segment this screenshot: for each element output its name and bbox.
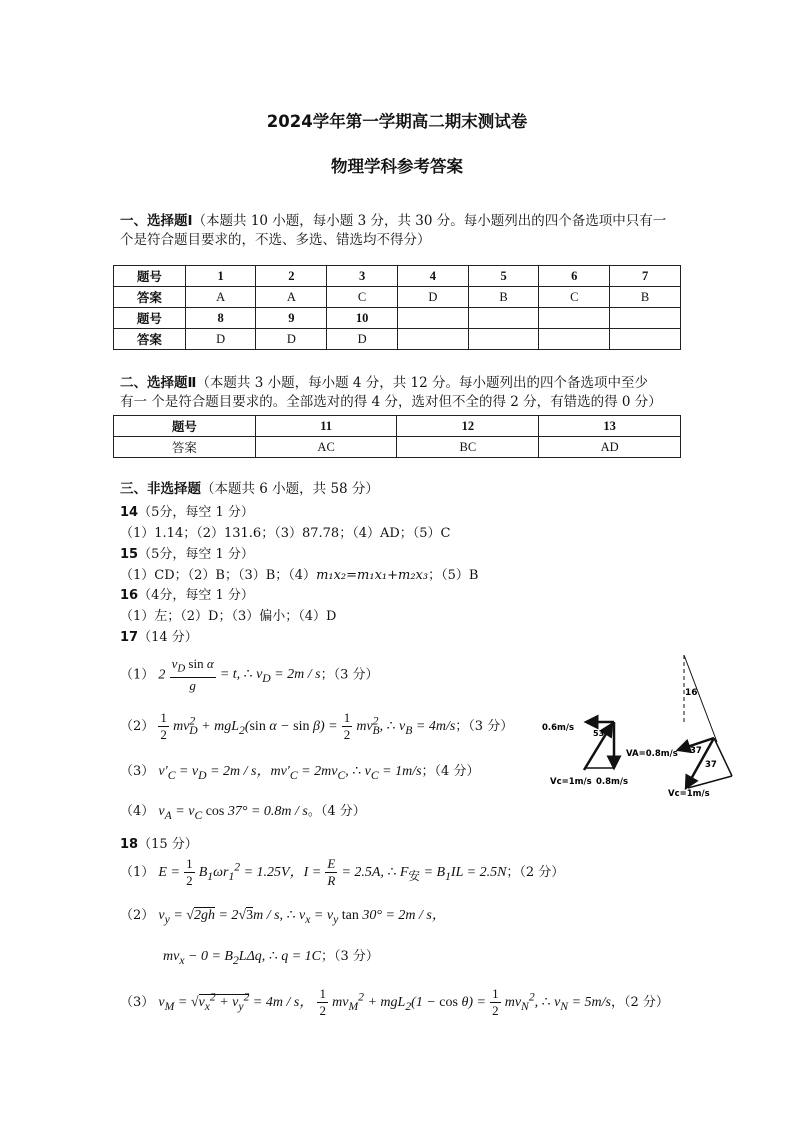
- table-cell: 题号: [114, 416, 256, 437]
- q18-p3-label: （3）: [120, 995, 155, 1010]
- label-bottom-right: 0.8m/s: [596, 777, 629, 787]
- q15-answer: [120, 564, 478, 583]
- table-cell: A: [256, 287, 327, 308]
- label-angle53: 53: [593, 729, 605, 738]
- q18-p1-score: ；（2 分）: [506, 865, 565, 880]
- q15-formula: m₁x₂=m₁x₁+m₂x₃: [316, 568, 429, 583]
- table-cell: [539, 308, 610, 329]
- table-row: [114, 329, 681, 350]
- table-cell: 11: [255, 416, 397, 437]
- table-cell: 3: [327, 266, 398, 287]
- page-title: 2024学年第一学期高二期末测试卷: [266, 112, 528, 131]
- q17-score: （14 分）: [138, 630, 198, 645]
- q17-part2: （2） $\frac{1}{2}$ $mv^2_D + mgL_2(\sin$ α − sin β) = $\frac{1}{2}$ $mv^2_B$, ∴ $v_B = 4m/s$；（3 分）: [120, 710, 514, 742]
- q16-number: 16: [120, 588, 139, 603]
- section1-desc-2: 个是符合题目要求的，不选、多选、错选均不得分）: [120, 232, 431, 248]
- section1-heading: 一、选择题Ⅰ: [120, 213, 193, 229]
- q17-header: [120, 626, 198, 645]
- label-vc: Vc=1m/s: [550, 777, 592, 787]
- q17-p3-score: ；（4 分）: [421, 764, 480, 779]
- section3-desc: （本题共 6 小题，共 58 分）: [201, 481, 379, 497]
- table-cell: AD: [539, 437, 681, 458]
- section3-heading: 三、非选择题: [120, 481, 201, 497]
- velocity-triangle-large: [622, 650, 762, 800]
- table-cell: 12: [397, 416, 539, 437]
- section2-heading: 二、选择题Ⅱ: [120, 375, 197, 391]
- table-row: [114, 287, 681, 308]
- q18-number: 18: [120, 837, 139, 852]
- table-cell: B: [468, 287, 539, 308]
- table-cell: D: [256, 329, 327, 350]
- section2-header: [120, 374, 690, 412]
- section1-desc: （本题共 10 小题，每小题 3 分，共 30 分。每小题列出的四个备选项中只有一: [192, 213, 667, 229]
- label-top: 0.6m/s: [542, 723, 575, 733]
- q15-header: [120, 543, 254, 562]
- table-row: [114, 437, 681, 458]
- table-cell: 答案: [114, 287, 186, 308]
- section1-table: [113, 265, 681, 350]
- table-cell: AC: [255, 437, 397, 458]
- label-angle37a: 37: [690, 746, 702, 756]
- vector-base: [688, 776, 732, 788]
- q18-header: [120, 833, 198, 852]
- page-subtitle: 物理学科参考答案: [331, 157, 463, 176]
- q17-p3-label: （3）: [120, 764, 155, 779]
- table-cell: D: [185, 329, 256, 350]
- q15-number: 15: [120, 547, 139, 562]
- q17-p2-score: ；（3 分）: [455, 719, 514, 734]
- q18-p2-score: ；（3 分）: [321, 949, 379, 964]
- q17-part1: （1） 2 $\frac{v_D \sin \alpha}{g}$ = t, ∴ $v_D = 2m / s$；（3 分）: [120, 656, 379, 693]
- table-cell: [610, 308, 681, 329]
- q15-answer-a: （1）CD；（2）B；（3）B；（4）: [120, 568, 317, 583]
- table-cell: C: [539, 287, 610, 308]
- table-row: [114, 266, 681, 287]
- table-cell: [468, 329, 539, 350]
- table-cell: [468, 308, 539, 329]
- table-cell: BC: [397, 437, 539, 458]
- q14-header: [120, 501, 254, 520]
- q14-score: （5分，每空 1 分）: [138, 505, 254, 520]
- table-cell: [539, 329, 610, 350]
- label-angle37b: 37: [705, 760, 717, 770]
- table-cell: 8: [185, 308, 256, 329]
- section3-header: [120, 480, 379, 499]
- table-cell: 题号: [114, 308, 186, 329]
- table-cell: 答案: [114, 329, 186, 350]
- table-cell: 5: [468, 266, 539, 287]
- table-cell: 答案: [114, 437, 256, 458]
- q17-part4: （4） $v_A = v_C$ cos 37° = 0.8m / s。（4 分）: [120, 804, 366, 822]
- q18-p1-label: （1）: [120, 865, 155, 880]
- label-vc: Vc=1m/s: [668, 789, 710, 799]
- q18-p3-score: ，（2 分）: [610, 995, 669, 1010]
- table-cell: [610, 329, 681, 350]
- table-cell: 1: [185, 266, 256, 287]
- table-cell: B: [610, 287, 681, 308]
- table-cell: 4: [397, 266, 468, 287]
- label-angle16: 16: [685, 688, 698, 698]
- table-cell: 13: [539, 416, 681, 437]
- q18-part2: （2） $v_y = √2gh = 2√3m / s$, ∴ $v_x = v_y$ tan 30° = 2m / s，: [120, 908, 446, 926]
- q14-answer: （1）1.14；（2）131.6；（3）87.78；（4）AD；（5）C: [120, 526, 451, 541]
- section2-desc-2: 有一 个是符合题目要求的。全部选对的得 4 分，选对但不全的得 2 分，有错选的得 0 分）: [120, 394, 662, 410]
- q18-part3: （3） $v_M = √v_x^2 + v_y^2 = 4m / s$， $\frac{1}{2}$ $mv_M^2 + mgL_2(1 - \cos \theta)$ = $\frac{1}{2}$ $mv_N^2$, ∴ $v_N = 5m/s$，（2 分）: [120, 986, 669, 1018]
- q16-answer: （1）左；（2）D；（3）偏小；（4）D: [120, 609, 337, 624]
- q17-p4-score: 。（4 分）: [307, 804, 366, 819]
- table-cell: 7: [610, 266, 681, 287]
- vector-side: [714, 738, 732, 776]
- table-cell: 10: [327, 308, 398, 329]
- table-cell: [397, 308, 468, 329]
- q17-p1-label: （1）: [120, 667, 155, 683]
- q18-score: （15 分）: [138, 837, 198, 852]
- table-cell: [397, 329, 468, 350]
- table-cell: 题号: [114, 266, 186, 287]
- q17-part3: （3） $v'_C = v_D = 2m / s$，$mv'_C = 2mv_C$, ∴ $v_C = 1m/s$；（4 分）: [120, 764, 480, 782]
- table-cell: C: [327, 287, 398, 308]
- q17-p1-score: ；（3 分）: [320, 667, 379, 683]
- table-cell: D: [397, 287, 468, 308]
- section2-table: [113, 415, 681, 458]
- section1-header: [120, 212, 680, 250]
- table-cell: 6: [539, 266, 610, 287]
- q17-p1-fraction: $\frac{v_D \sin \alpha}{g}$: [171, 656, 214, 693]
- table-row: [114, 416, 681, 437]
- table-cell: 9: [256, 308, 327, 329]
- table-cell: A: [185, 287, 256, 308]
- label-va: VA=0.8m/s: [626, 749, 678, 759]
- q18-p2-label: （2）: [120, 908, 155, 923]
- q17-number: 17: [120, 630, 139, 645]
- incline-line: [684, 655, 717, 742]
- q17-p2-label: （2）: [120, 719, 155, 734]
- q15-answer-b: ；（5）B: [428, 568, 479, 583]
- q18-part2b: $mv_x - 0 = B_2L\Delta q$, ∴ q = 1C；（3 分）: [163, 949, 379, 967]
- q18-part1: （1） E = $\frac{1}{2}$ $B_1\omega r_1^2 = 1.25V$，I = $\frac{E}{R}$ = 2.5A, ∴ $F_安 = B_1IL = 2.5N$；（2 分）: [120, 856, 565, 888]
- q15-score: （5分，每空 1 分）: [138, 547, 254, 562]
- table-row: [114, 308, 681, 329]
- section2-desc: （本题共 3 小题，每小题 4 分，共 12 分。每小题列出的四个备选项中至少: [196, 375, 649, 391]
- q17-p1-result: = t, ∴ $v_D = 2m / s$: [219, 667, 321, 686]
- table-cell: 2: [256, 266, 327, 287]
- table-cell: D: [327, 329, 398, 350]
- q17-p4-label: （4）: [120, 804, 155, 819]
- q14-number: 14: [120, 505, 139, 520]
- q16-score: （4分，每空 1 分）: [138, 588, 254, 603]
- q16-header: [120, 584, 254, 603]
